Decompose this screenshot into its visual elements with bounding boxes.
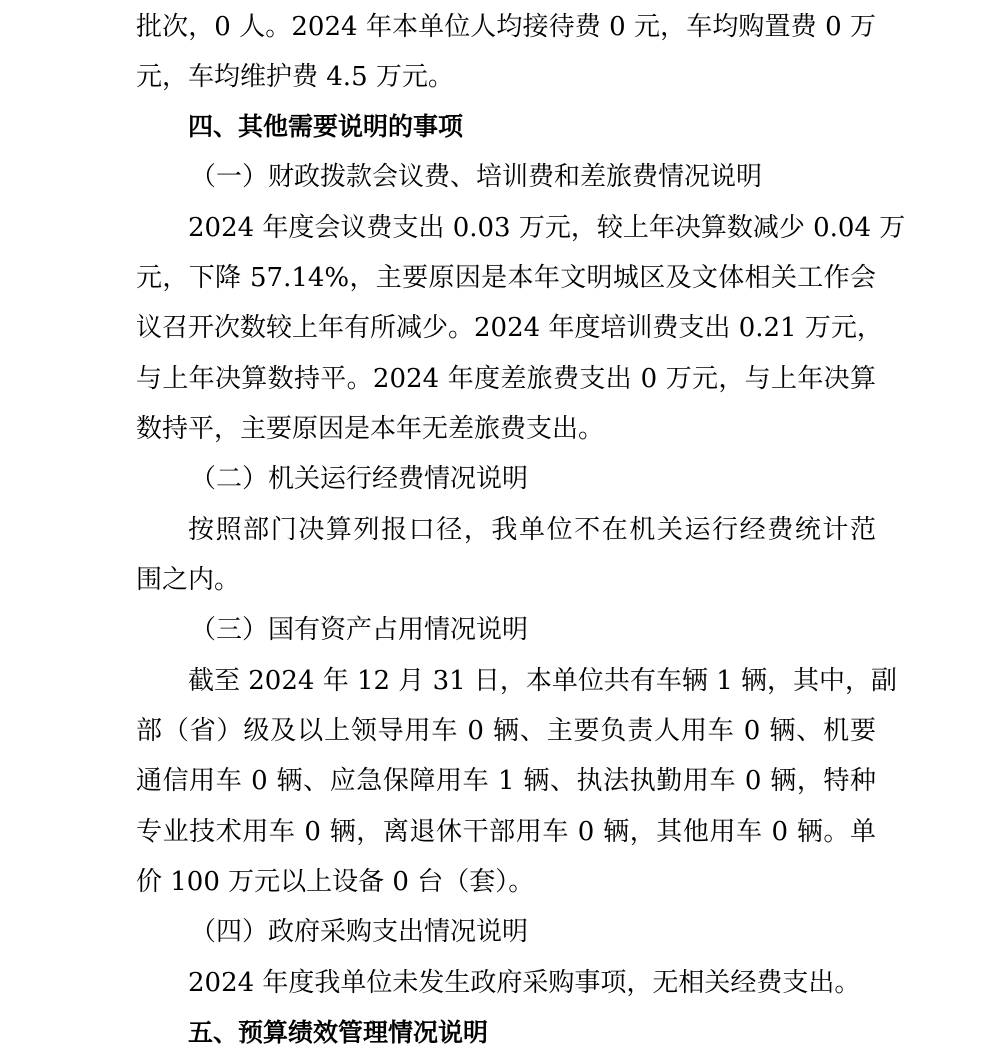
paragraph-line-1: 批次，0 人。2024 年本单位人均接待费 0 元，车均购置费 0 万 [136, 12, 876, 42]
section-heading-4: 四、其他需要说明的事项 [188, 112, 464, 141]
paragraph-line-8: 按照部门决算列报口径，我单位不在机关运行经费统计范 [188, 515, 876, 545]
paragraph-line-6: 与上年决算数持平。2024 年度差旅费支出 0 万元，与上年决算 [136, 364, 876, 394]
paragraph-line-10: 截至 2024 年 12 月 31 日，本单位共有车辆 1 辆，其中，副 [188, 666, 897, 696]
subsection-heading-2: （二）机关运行经费情况说明 [190, 464, 529, 494]
subsection-heading-3: （三）国有资产占用情况说明 [190, 615, 529, 645]
paragraph-line-14: 价 100 万元以上设备 0 台（套）。 [136, 867, 535, 897]
paragraph-line-13: 专业技术用车 0 辆，离退休干部用车 0 辆，其他用车 0 辆。单 [136, 817, 876, 847]
paragraph-line-15: 2024 年度我单位未发生政府采购事项，无相关经费支出。 [188, 968, 861, 998]
subsection-heading-4: （四）政府采购支出情况说明 [190, 917, 529, 947]
paragraph-line-12: 通信用车 0 辆、应急保障用车 1 辆、执法执勤用车 0 辆，特种 [136, 766, 876, 796]
paragraph-line-4: 元，下降 57.14%，主要原因是本年文明城区及文体相关工作会 [136, 263, 876, 293]
paragraph-line-7: 数持平，主要原因是本年无差旅费支出。 [136, 414, 605, 444]
paragraph-line-5: 议召开次数较上年有所减少。2024 年度培训费支出 0.21 万元， [136, 313, 883, 343]
section-heading-5: 五、预算绩效管理情况说明 [188, 1018, 489, 1047]
subsection-heading-1: （一）财政拨款会议费、培训费和差旅费情况说明 [190, 162, 763, 192]
paragraph-line-3: 2024 年度会议费支出 0.03 万元，较上年决算数减少 0.04 万 [188, 213, 906, 243]
paragraph-line-11: 部（省）级及以上领导用车 0 辆、主要负责人用车 0 辆、机要 [136, 716, 876, 746]
paragraph-line-2: 元，车均维护费 4.5 万元。 [136, 62, 454, 92]
paragraph-line-9: 围之内。 [136, 565, 241, 595]
